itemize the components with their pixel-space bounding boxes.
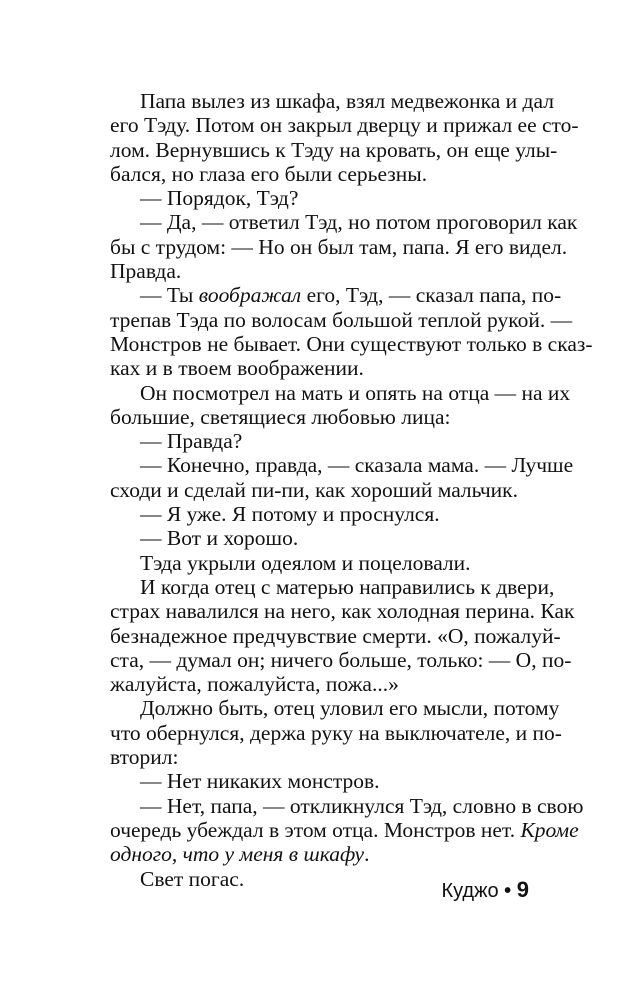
- text-line: Монстров не бывает. Они существуют только в сказ-: [110, 331, 593, 356]
- text-line: его Тэду. Потом он закрыл дверцу и прижал ее сто-: [110, 113, 579, 138]
- text-line: Правда.: [110, 259, 182, 284]
- text-segment: его, Тэд, — сказал папа, по-: [301, 283, 562, 308]
- text-line: — Нет никаких монстров.: [140, 769, 380, 794]
- italic-text-segment: одного, что у меня в шкафу: [110, 842, 365, 867]
- text-line: ста, — думал он; ничего больше, только: — О, по-: [110, 647, 572, 672]
- text-line: трепав Тэда по волосам большой теплой рукой. —: [110, 307, 573, 332]
- text-line: большие, светящиеся любовью лица:: [110, 404, 451, 429]
- text-line: — Нет, папа, — откликнулся Тэд, словно в свою: [140, 793, 584, 818]
- running-footer: [441, 877, 529, 903]
- text-line: Тэда укрыли одеялом и поцеловали.: [140, 550, 471, 575]
- text-line: — Я уже. Я потому и проснулся.: [140, 502, 440, 527]
- text-line: [110, 283, 562, 308]
- body-text: [110, 89, 593, 891]
- text-line: [110, 842, 530, 866]
- text-line: бы с трудом: — Но он был там, папа. Я его видел.: [110, 234, 568, 259]
- text-line: что обернулся, держа руку на выключателе, и по-: [110, 720, 562, 745]
- italic-text-segment: воображал: [198, 283, 302, 308]
- text-segment: очередь убеждал в этом отца. Монстров нет.: [110, 817, 521, 842]
- book-title: Куджо: [441, 880, 499, 902]
- text-line: безнадежное предчувствие смерти. «О, пожалуй-: [110, 623, 561, 648]
- page-number: 9: [516, 877, 529, 902]
- text-line: Папа вылез из шкафа, взял медвежонка и дал: [140, 89, 554, 113]
- text-line: — Конечно, правда, — сказала мама. — Лучше: [140, 453, 574, 478]
- text-line: вторил:: [110, 745, 179, 770]
- text-line: жалуйста, пожалуйста, пожа...»: [110, 672, 399, 697]
- text-line: Он посмотрел на мать и опять на отца — на их: [140, 380, 571, 405]
- text-line: — Правда?: [140, 429, 243, 454]
- text-line: — Вот и хорошо.: [140, 526, 299, 551]
- text-line: — Да, — ответил Тэд, но потом проговорил как: [140, 210, 578, 235]
- text-line: страх навалился на него, как холодная перина. Как: [110, 599, 575, 624]
- text-line: Должно быть, отец уловил его мысли, потому: [140, 696, 560, 721]
- text-line: [110, 817, 579, 842]
- text-line: ках и в твоем воображении.: [110, 356, 364, 381]
- bullet-separator: •: [504, 880, 512, 902]
- text-line: сходи и сделай пи-пи, как хороший мальчик.: [110, 477, 518, 502]
- text-line: И когда отец с матерью направились к двери,: [140, 574, 555, 599]
- text-line: Свет погас.: [140, 866, 245, 891]
- text-line: лом. Вернувшись к Тэду на кровать, он еще улы-: [110, 137, 558, 162]
- text-segment: .: [364, 842, 370, 867]
- text-segment: — Ты: [140, 283, 199, 308]
- text-line: бался, но глаза его были серьезны.: [110, 161, 428, 186]
- text-line: — Порядок, Тэд?: [140, 186, 299, 211]
- italic-text-segment: Кроме: [520, 817, 579, 842]
